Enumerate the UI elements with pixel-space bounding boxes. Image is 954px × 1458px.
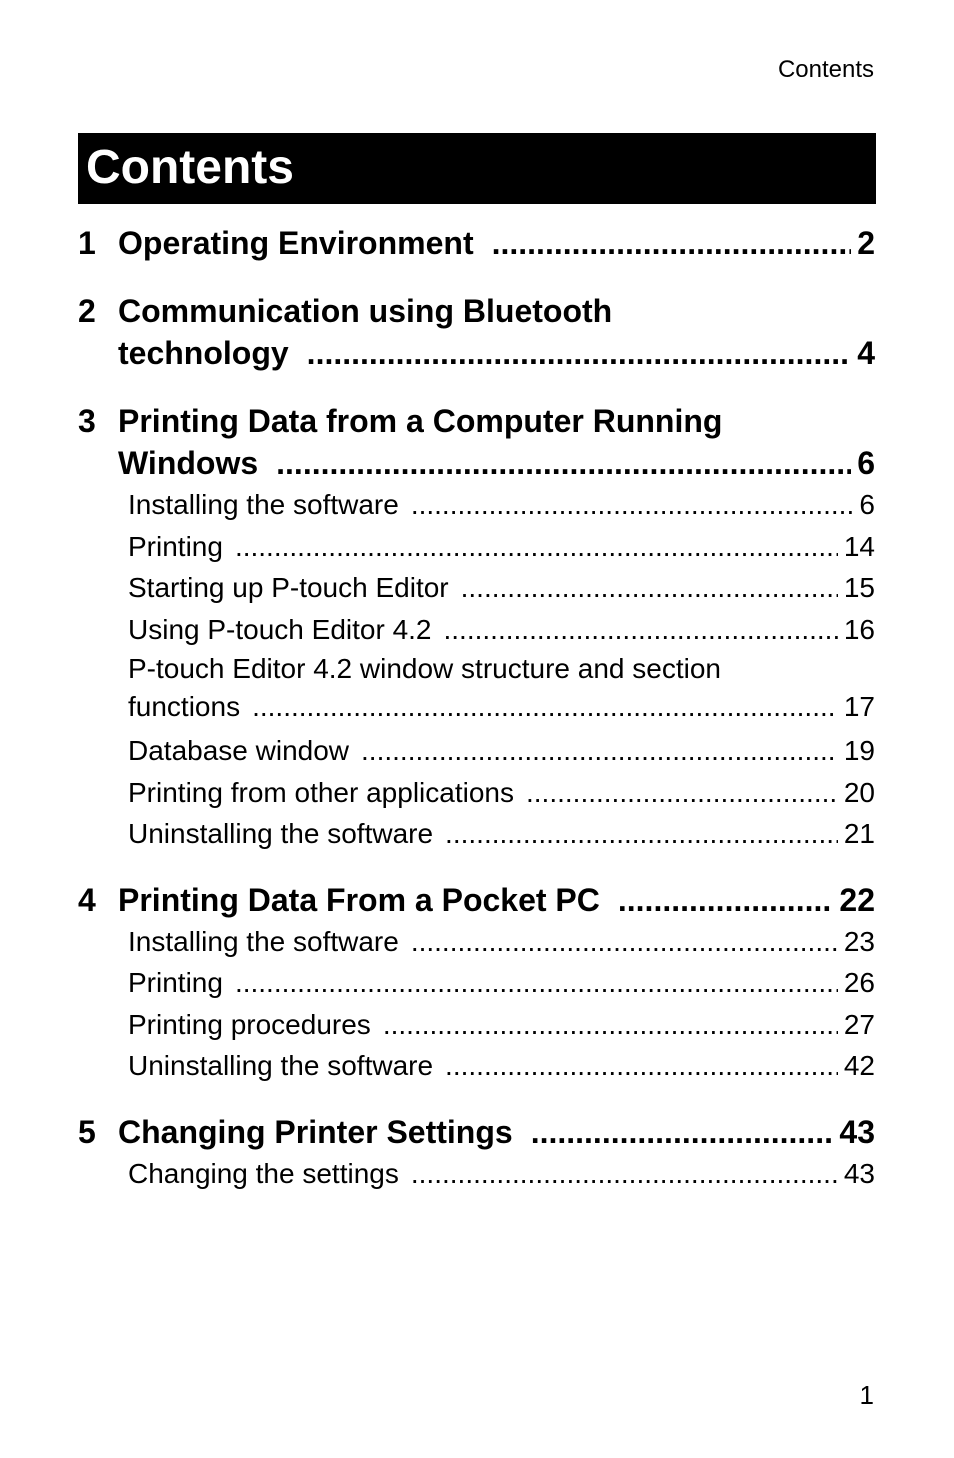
section-page: 27 xyxy=(843,1008,875,1040)
section-page: 21 xyxy=(843,818,875,849)
dot-leader xyxy=(411,1153,838,1195)
chapter-page: 2 xyxy=(857,225,875,261)
section-entry[interactable] xyxy=(78,962,875,1004)
section-entry[interactable] xyxy=(78,1004,875,1046)
dot-leader xyxy=(383,1004,838,1046)
section-title: Printing procedures xyxy=(128,1008,371,1040)
title-bar xyxy=(78,133,876,204)
chapter-title: Windows xyxy=(118,445,259,481)
chapter-page: 6 xyxy=(857,445,875,481)
dot-leader xyxy=(235,526,838,568)
chapter-title-part1: Printing Data from a Computer Running xyxy=(118,403,723,439)
dot-leader xyxy=(235,962,838,1004)
chapter-title: technology xyxy=(118,335,289,371)
section-title: Installing the software xyxy=(128,489,399,520)
section-entry[interactable] xyxy=(78,813,875,855)
toc-chapter-4[interactable] xyxy=(78,879,875,1087)
section-title: Printing xyxy=(128,530,223,562)
section-page: 19 xyxy=(843,735,875,766)
toc-chapter-3[interactable] xyxy=(78,400,875,855)
section-list xyxy=(78,484,875,855)
section-entry[interactable] xyxy=(78,567,875,609)
section-page: 26 xyxy=(843,967,875,998)
dot-leader xyxy=(461,567,838,609)
chapter-title-line1 xyxy=(78,400,875,442)
chapter-title: Changing Printer Settings xyxy=(118,1113,513,1150)
section-entry[interactable] xyxy=(78,921,875,963)
chapter-title-line1 xyxy=(78,290,875,332)
section-page: 6 xyxy=(859,489,875,520)
section-page: 14 xyxy=(843,530,875,562)
section-page: 23 xyxy=(843,925,875,957)
chapter-entry[interactable] xyxy=(78,222,875,264)
chapter-page: 22 xyxy=(839,881,875,918)
chapter-number: 4 xyxy=(78,881,96,918)
section-entry[interactable] xyxy=(78,609,875,651)
section-page: 17 xyxy=(843,691,875,722)
section-entry[interactable] xyxy=(78,730,875,772)
chapter-title: Operating Environment xyxy=(118,225,474,261)
running-header: Contents xyxy=(777,56,874,83)
dot-leader xyxy=(444,609,838,651)
toc-chapter-1[interactable] xyxy=(78,222,875,264)
dot-leader xyxy=(531,1111,834,1153)
section-list xyxy=(78,1153,875,1195)
chapter-page: 43 xyxy=(839,1113,875,1150)
section-page: 16 xyxy=(843,613,875,645)
section-title-line2 xyxy=(128,688,875,726)
section-title: Uninstalling the software xyxy=(128,1050,434,1081)
section-title: Using P-touch Editor 4.2 xyxy=(128,613,432,645)
chapter-page: 4 xyxy=(857,335,875,371)
dot-leader xyxy=(252,688,838,726)
section-page: 42 xyxy=(843,1050,875,1081)
dot-leader xyxy=(411,921,838,963)
chapter-number: 3 xyxy=(78,403,96,439)
section-title: Printing from other applications xyxy=(128,776,514,808)
table-of-contents xyxy=(78,222,875,1214)
section-title: Starting up P-touch Editor xyxy=(128,572,449,603)
chapter-title-part1: Communication using Bluetooth xyxy=(118,293,613,329)
chapter-title: Printing Data From a Pocket PC xyxy=(118,881,600,918)
section-entry[interactable] xyxy=(78,526,875,568)
chapter-number: 2 xyxy=(78,293,96,329)
dot-leader xyxy=(276,442,851,484)
section-title: Printing xyxy=(128,967,223,998)
toc-chapter-2[interactable] xyxy=(78,290,875,374)
section-title: Uninstalling the software xyxy=(128,818,434,849)
section-entry[interactable] xyxy=(78,650,875,726)
dot-leader xyxy=(411,484,854,526)
dot-leader xyxy=(445,813,838,855)
section-page: 20 xyxy=(843,776,875,808)
section-title: functions xyxy=(128,691,241,722)
section-page: 43 xyxy=(843,1157,875,1189)
section-list xyxy=(78,921,875,1087)
dot-leader xyxy=(492,222,852,264)
toc-chapter-5[interactable] xyxy=(78,1111,875,1195)
chapter-number: 1 xyxy=(78,225,96,261)
chapter-entry[interactable] xyxy=(78,1111,875,1153)
dot-leader xyxy=(618,879,834,921)
chapter-entry[interactable] xyxy=(78,879,875,921)
section-entry[interactable] xyxy=(78,1153,875,1195)
chapter-entry[interactable] xyxy=(78,442,875,484)
dot-leader xyxy=(307,332,852,374)
dot-leader xyxy=(361,730,838,772)
chapter-number: 5 xyxy=(78,1113,96,1150)
chapter-entry[interactable] xyxy=(78,332,875,374)
section-title: Installing the software xyxy=(128,925,399,957)
page-number: 1 xyxy=(859,1380,874,1410)
dot-leader xyxy=(526,772,838,814)
section-title: Database window xyxy=(128,735,350,766)
section-entry[interactable] xyxy=(78,772,875,814)
section-page: 15 xyxy=(843,572,875,603)
dot-leader xyxy=(445,1045,838,1087)
page-title: Contents xyxy=(86,141,294,194)
section-entry[interactable] xyxy=(78,484,875,526)
section-title-line1: P-touch Editor 4.2 window structure and section xyxy=(128,653,721,684)
section-title: Changing the settings xyxy=(128,1157,399,1189)
section-entry[interactable] xyxy=(78,1045,875,1087)
